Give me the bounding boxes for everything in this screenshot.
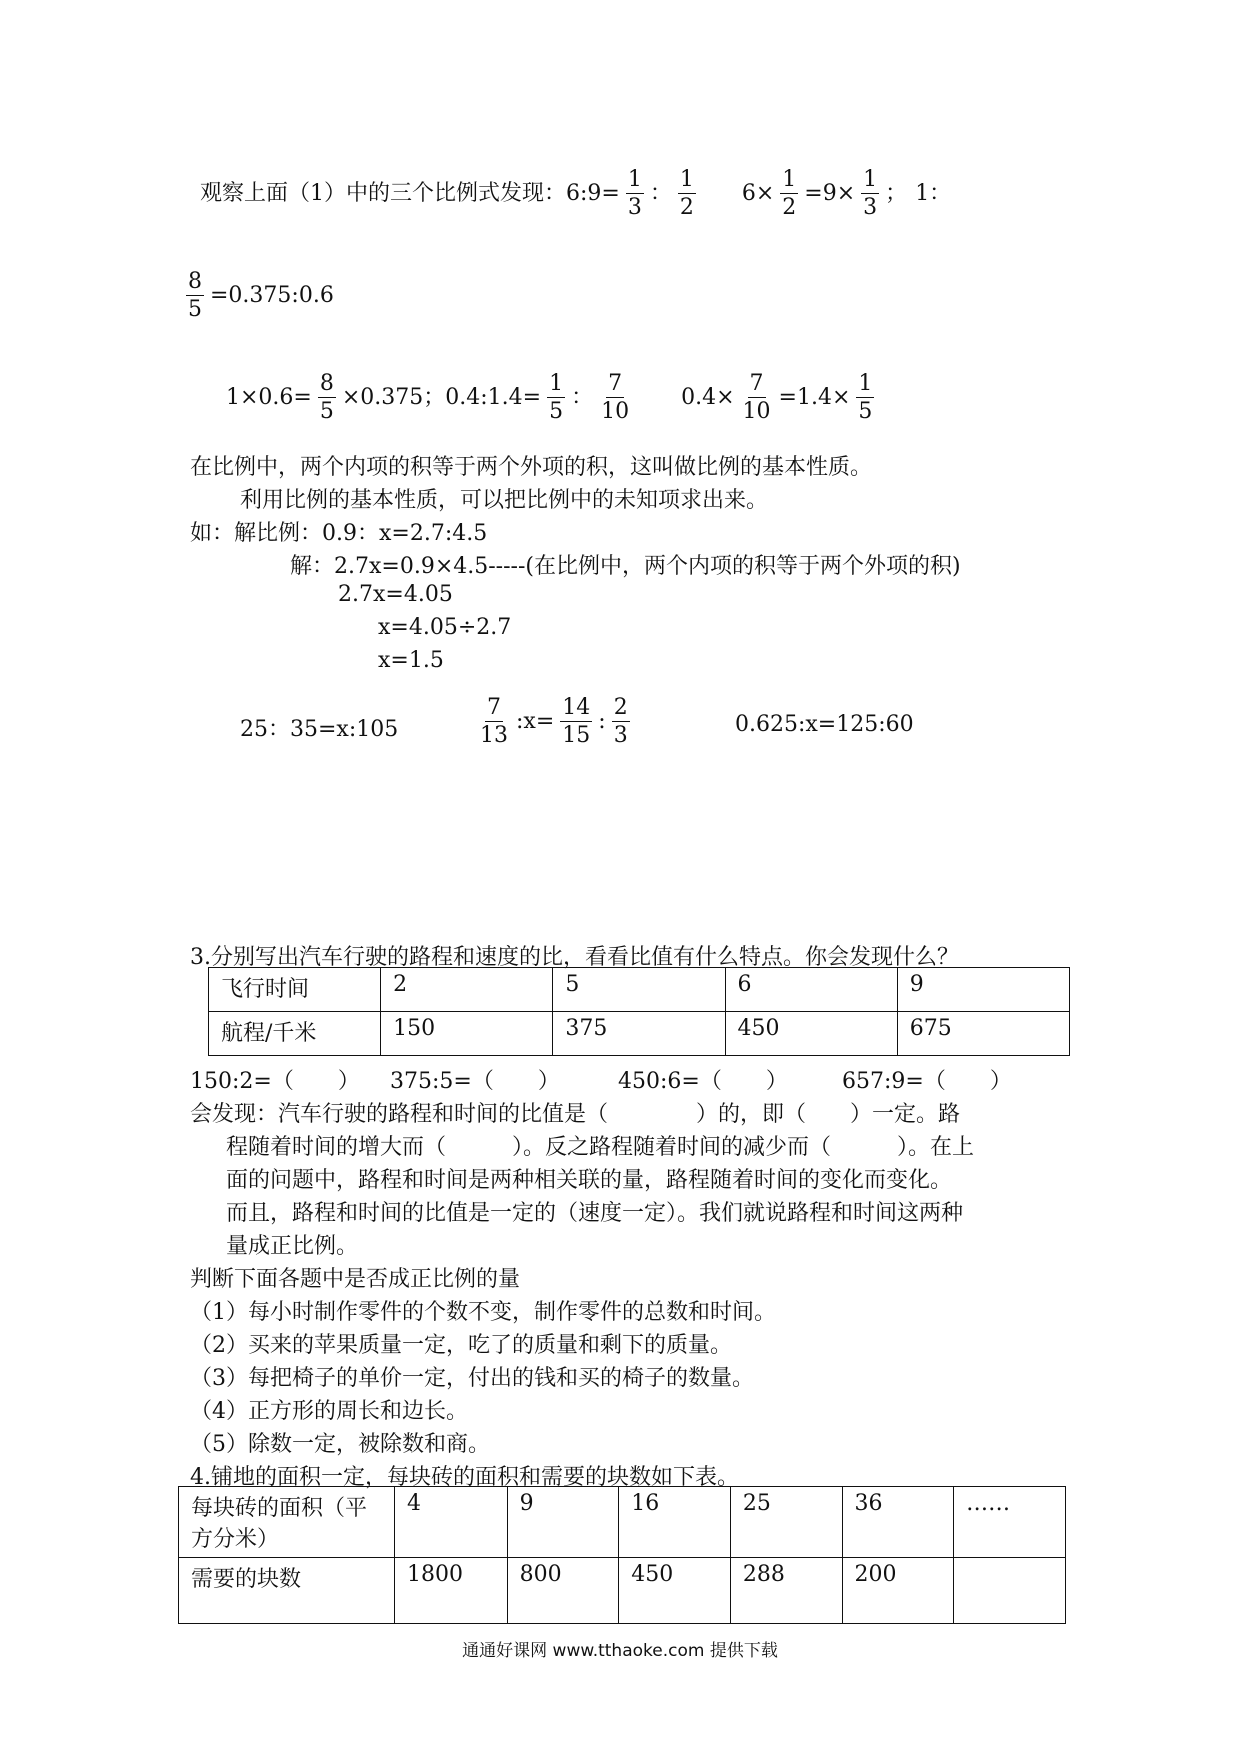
table-row: [209, 968, 1070, 1012]
fraction-8-5b: $\frac{8}{5}$: [319, 371, 334, 425]
judge-item-4: （4）正方形的周长和边长。: [190, 1399, 468, 1424]
fraction-1-5: $\frac{1}{5}$: [549, 371, 564, 425]
fraction-14-15: $\frac{14}{15}$: [562, 695, 591, 749]
table-cell: 4: [394, 1487, 507, 1558]
table-cell: ……: [954, 1487, 1066, 1558]
fraction-1-3b: $\frac{1}{3}$: [863, 167, 878, 221]
fraction-8-5: $\frac{8}{5}$: [188, 269, 202, 323]
table-cell: 需要的块数: [179, 1558, 395, 1624]
q4-title: 4.铺地的面积一定，每块砖的面积和需要的块数如下表。: [190, 1465, 739, 1490]
ratio-blank-2: 375:5=（ ）: [390, 1069, 560, 1094]
table-cell: 150: [381, 1012, 553, 1056]
exercise-2: $\frac{7}{13}$ :x= $\frac{14}{15}$ : $\frac{2}{3}$: [480, 695, 628, 749]
example-step-3: x=4.05÷2.7: [378, 615, 512, 640]
table-cell: 9: [897, 968, 1069, 1012]
table-cell: 36: [842, 1487, 954, 1558]
table-cell: 675: [897, 1012, 1069, 1056]
table-cell: 450: [619, 1558, 731, 1624]
intro-line-3: 1×0.6= $\frac{8}{5}$ ×0.375；0.4:1.4= $\frac{1}{5}$ ： $\frac{7}{10}$ 0.4× $\frac{7}{10}$ =1.4× $\frac{1}{5}$: [226, 371, 873, 425]
discover-line-1: 会发现：汽车行驶的路程和时间的比值是（ ）的，即（ ）一定。路: [190, 1102, 961, 1127]
page-footer: 通通好课网 www.tthaoke.com 提供下载: [462, 1641, 778, 1661]
ratio-blank-1: 150:2=（ ）: [190, 1069, 360, 1094]
q3-table: [208, 967, 1070, 1056]
judge-item-3: （3）每把椅子的单价一定，付出的钱和买的椅子的数量。: [190, 1366, 754, 1391]
intro-lead: 观察上面（1）中的三个比例式发现：6:9=: [200, 180, 620, 206]
example-step-1: 解：2.7x=0.9×4.5-----(在比例中，两个内项的积等于两个外项的积): [290, 554, 961, 579]
usage-text: 利用比例的基本性质，可以把比例中的未知项求出来。: [240, 488, 769, 513]
exercise-1: 25：35=x:105: [240, 717, 399, 742]
q3-title: 3.分别写出汽车行驶的路程和速度的比，看看比值有什么特点。你会发现什么？: [190, 945, 959, 970]
table-row: [209, 1012, 1070, 1056]
example-label: 如：解比例：0.9：x=2.7:4.5: [190, 521, 488, 546]
example-step-4: x=1.5: [378, 648, 444, 673]
judge-item-1: （1）每小时制作零件的个数不变，制作零件的总数和时间。: [190, 1300, 776, 1325]
table-cell: 800: [507, 1558, 619, 1624]
table-cell: 飞行时间: [209, 968, 381, 1012]
judge-title: 判断下面各题中是否成正比例的量: [190, 1267, 521, 1292]
fraction-1-3: $\frac{1}{3}$: [627, 167, 642, 221]
basic-property-text: 在比例中，两个内项的积等于两个外项的积，这叫做比例的基本性质。: [190, 455, 873, 480]
table-cell: 航程/千米: [209, 1012, 381, 1056]
table-cell: 2: [381, 968, 553, 1012]
q4-table: [178, 1486, 1066, 1624]
table-cell: 288: [730, 1558, 842, 1624]
fraction-1-2: $\frac{1}{2}$: [679, 167, 694, 221]
fraction-7-10: $\frac{7}{10}$: [601, 371, 630, 425]
table-cell: 16: [619, 1487, 731, 1558]
table-cell: 9: [507, 1487, 619, 1558]
table-row: [179, 1487, 1066, 1558]
ratio-blank-3: 450:6=（ ）: [618, 1069, 788, 1094]
fraction-2-3: $\frac{2}{3}$: [613, 695, 628, 749]
table-cell: 200: [842, 1558, 954, 1624]
judge-item-5: （5）除数一定，被除数和商。: [190, 1432, 490, 1457]
discover-line-5: 量成正比例。: [226, 1234, 359, 1259]
table-cell: 450: [725, 1012, 897, 1056]
table-cell: 5: [553, 968, 725, 1012]
exercise-3: 0.625:x=125:60: [735, 712, 914, 737]
ratio-blank-4: 657:9=（ ）: [842, 1069, 1012, 1094]
discover-line-2: 程随着时间的增大而（ ）。反之路程随着时间的减少而（ ）。在上: [226, 1135, 975, 1160]
judge-item-2: （2）买来的苹果质量一定，吃了的质量和剩下的质量。: [190, 1333, 732, 1358]
discover-line-3: 面的问题中，路程和时间是两种相关联的量，路程随着时间的变化而变化。: [226, 1168, 953, 1193]
table-cell: 1800: [394, 1558, 507, 1624]
table-cell: 6: [725, 968, 897, 1012]
fraction-7-10b: $\frac{7}{10}$: [742, 371, 771, 425]
fraction-7-13: $\frac{7}{13}$: [480, 695, 508, 749]
intro-line-2: $\frac{8}{5}$ =0.375:0.6: [188, 269, 334, 323]
fraction-1-2b: $\frac{1}{2}$: [782, 167, 797, 221]
intro-line-1: 观察上面（1）中的三个比例式发现：6:9= $\frac{1}{3}$ ： $\frac{1}{2}$ 6× $\frac{1}{2}$ =9× $\frac{1}{3}$ ； 1：: [200, 167, 952, 221]
table-cell: 375: [553, 1012, 725, 1056]
fraction-1-5b: $\frac{1}{5}$: [858, 371, 873, 425]
table-cell: 25: [730, 1487, 842, 1558]
table-cell: 每块砖的面积（平方分米）: [179, 1487, 395, 1558]
example-step-2: 2.7x=4.05: [338, 582, 453, 607]
table-row: [179, 1558, 1066, 1624]
table-cell: [954, 1558, 1066, 1624]
discover-line-4: 而且，路程和时间的比值是一定的（速度一定）。我们就说路程和时间这两种: [226, 1201, 964, 1226]
